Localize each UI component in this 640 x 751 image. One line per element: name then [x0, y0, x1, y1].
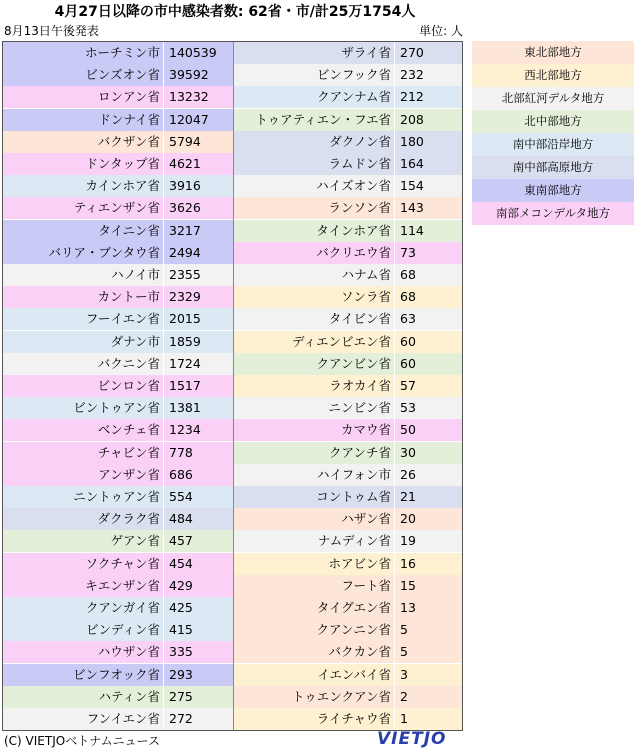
table-row [3, 553, 233, 575]
province-name: ディエンビエン省 [234, 331, 394, 353]
province-name: トゥアティエン・フエ省 [234, 109, 394, 131]
province-name: カマウ省 [234, 419, 394, 441]
case-count: 1517 [163, 375, 233, 397]
province-name: ダクノン省 [234, 131, 394, 153]
table-row [3, 197, 233, 219]
case-count: 2494 [163, 242, 233, 264]
province-name: バクカン省 [234, 641, 394, 663]
table-row [3, 530, 233, 552]
case-count: 1724 [163, 353, 233, 375]
case-count: 212 [394, 86, 462, 108]
province-name: ビンフオック省 [3, 664, 163, 686]
table-row [3, 242, 233, 264]
table-row [3, 131, 233, 153]
province-name: クアンビン省 [234, 353, 394, 375]
table-row [3, 597, 233, 619]
table-row [234, 42, 462, 64]
case-count: 57 [394, 375, 462, 397]
table-row [234, 553, 462, 575]
case-count: 2 [394, 686, 462, 708]
province-name: フーイエン省 [3, 308, 163, 330]
province-name: クアンガイ省 [3, 597, 163, 619]
province-name: バクニン省 [3, 353, 163, 375]
province-name: タイビン省 [234, 308, 394, 330]
case-count: 53 [394, 397, 462, 419]
province-name: ライチャウ省 [234, 708, 394, 730]
province-name: ラオカイ省 [234, 375, 394, 397]
table-row [234, 64, 462, 86]
legend-item-ch: 南中部高原地方 [472, 156, 634, 179]
case-count: 68 [394, 286, 462, 308]
table-row [3, 308, 233, 330]
case-count: 2329 [163, 286, 233, 308]
region-legend [472, 41, 634, 225]
province-name: イエンバイ省 [234, 664, 394, 686]
province-name: ホーチミン市 [3, 42, 163, 64]
table-row [3, 708, 233, 730]
case-count: 484 [163, 508, 233, 530]
province-name: クアンチ省 [234, 442, 394, 464]
province-name: ビンロン省 [3, 375, 163, 397]
province-name: ランソン省 [234, 197, 394, 219]
province-name: ザライ省 [234, 42, 394, 64]
table-row [234, 242, 462, 264]
province-name: ドンタップ省 [3, 153, 163, 175]
table-row [3, 220, 233, 242]
table-row [234, 331, 462, 353]
case-count: 1234 [163, 419, 233, 441]
province-name: ニントゥアン省 [3, 486, 163, 508]
province-name: ソンラ省 [234, 286, 394, 308]
table-row [234, 686, 462, 708]
case-count: 13232 [163, 86, 233, 108]
table-row [234, 131, 462, 153]
case-count: 114 [394, 220, 462, 242]
legend-item-mk: 南部メコンデルタ地方 [472, 202, 634, 225]
province-name: アンザン省 [3, 464, 163, 486]
table-row [234, 375, 462, 397]
province-name: ハナム省 [234, 264, 394, 286]
province-name: ビンズオン省 [3, 64, 163, 86]
table-row [234, 597, 462, 619]
table-row [234, 220, 462, 242]
case-count: 2355 [163, 264, 233, 286]
unit-label: 単位: 人 [419, 24, 463, 38]
table-row [234, 197, 462, 219]
table-row [234, 664, 462, 686]
case-count: 457 [163, 530, 233, 552]
case-count: 554 [163, 486, 233, 508]
table-row [234, 464, 462, 486]
table-row [3, 286, 233, 308]
province-name: ベンチェ省 [3, 419, 163, 441]
case-count: 30 [394, 442, 462, 464]
province-name: コントゥム省 [234, 486, 394, 508]
province-name: バクザン省 [3, 131, 163, 153]
province-name: ビンフック省 [234, 64, 394, 86]
case-count: 4621 [163, 153, 233, 175]
province-name: フンイエン省 [3, 708, 163, 730]
province-name: タイニン省 [3, 220, 163, 242]
province-name: ソクチャン省 [3, 553, 163, 575]
announcement-date: 8月13日午後発表 [4, 24, 99, 38]
page-title: 4月27日以降の市中感染者数: 62省・市/計25万1754人 [54, 4, 416, 20]
table-row [234, 153, 462, 175]
legend-item-ne: 東北部地方 [472, 41, 634, 64]
province-name: タインホア省 [234, 220, 394, 242]
case-count: 63 [394, 308, 462, 330]
table-row [3, 64, 233, 86]
province-name: ビンディン省 [3, 619, 163, 641]
case-count: 154 [394, 175, 462, 197]
table-row [3, 686, 233, 708]
table-row [234, 708, 462, 730]
case-count: 272 [163, 708, 233, 730]
table-row [3, 619, 233, 641]
province-name: カインホア省 [3, 175, 163, 197]
table-row [3, 442, 233, 464]
province-name: ナムディン省 [234, 530, 394, 552]
table-row [3, 153, 233, 175]
case-count: 5 [394, 641, 462, 663]
province-name: ドンナイ省 [3, 109, 163, 131]
case-count: 778 [163, 442, 233, 464]
table-row [234, 264, 462, 286]
province-name: クアンナム省 [234, 86, 394, 108]
table-row [3, 464, 233, 486]
province-name: タイグエン省 [234, 597, 394, 619]
table-row [3, 419, 233, 441]
case-count: 164 [394, 153, 462, 175]
table-row [3, 109, 233, 131]
case-count: 5794 [163, 131, 233, 153]
table-row [234, 353, 462, 375]
province-name: クアンニン省 [234, 619, 394, 641]
legend-item-rr: 北部紅河デルタ地方 [472, 87, 634, 110]
case-count: 39592 [163, 64, 233, 86]
case-count: 208 [394, 109, 462, 131]
case-count: 429 [163, 575, 233, 597]
province-name: ニンビン省 [234, 397, 394, 419]
case-count: 425 [163, 597, 233, 619]
table-row [3, 486, 233, 508]
case-count: 3 [394, 664, 462, 686]
case-count: 73 [394, 242, 462, 264]
case-count: 143 [394, 197, 462, 219]
case-count: 3916 [163, 175, 233, 197]
case-count: 1381 [163, 397, 233, 419]
case-count: 3217 [163, 220, 233, 242]
province-name: バリア・ブンタウ省 [3, 242, 163, 264]
case-count: 686 [163, 464, 233, 486]
case-count: 232 [394, 64, 462, 86]
province-name: カントー市 [3, 286, 163, 308]
table-row [3, 264, 233, 286]
table-row [234, 619, 462, 641]
table-row [234, 175, 462, 197]
case-count: 5 [394, 619, 462, 641]
case-count: 1 [394, 708, 462, 730]
table-row [234, 442, 462, 464]
province-name: ハティン省 [3, 686, 163, 708]
table-row [3, 664, 233, 686]
case-count: 26 [394, 464, 462, 486]
table-row [234, 109, 462, 131]
case-count: 140539 [163, 42, 233, 64]
table-row [234, 641, 462, 663]
province-name: ハノイ市 [3, 264, 163, 286]
table-row [3, 42, 233, 64]
table-row [234, 308, 462, 330]
province-name: ハイフォン市 [234, 464, 394, 486]
province-name: トゥエンクアン省 [234, 686, 394, 708]
case-count: 20 [394, 508, 462, 530]
table-row [3, 397, 233, 419]
case-count: 13 [394, 597, 462, 619]
case-count: 19 [394, 530, 462, 552]
case-count: 50 [394, 419, 462, 441]
province-name: ラムドン省 [234, 153, 394, 175]
table-row [3, 641, 233, 663]
table-row [234, 530, 462, 552]
case-count: 3626 [163, 197, 233, 219]
case-count: 15 [394, 575, 462, 597]
province-name: ハウザン省 [3, 641, 163, 663]
table-row [234, 508, 462, 530]
province-name: キエンザン省 [3, 575, 163, 597]
province-name: チャビン省 [3, 442, 163, 464]
province-name: ダクラク省 [3, 508, 163, 530]
legend-item-nc: 北中部地方 [472, 110, 634, 133]
table-row [234, 419, 462, 441]
table-row [234, 397, 462, 419]
case-count: 1859 [163, 331, 233, 353]
case-count: 21 [394, 486, 462, 508]
table-row [3, 375, 233, 397]
province-name: ハザン省 [234, 508, 394, 530]
copyright-footer: (C) VIETJOベトナムニュース [4, 734, 161, 748]
table-row [3, 353, 233, 375]
province-name: ビントゥアン省 [3, 397, 163, 419]
case-table [2, 41, 463, 731]
table-row [3, 575, 233, 597]
legend-item-nw: 西北部地方 [472, 64, 634, 87]
case-count: 454 [163, 553, 233, 575]
legend-item-scc: 南中部沿岸地方 [472, 133, 634, 156]
province-name: ハイズオン省 [234, 175, 394, 197]
case-count: 12047 [163, 109, 233, 131]
case-count: 335 [163, 641, 233, 663]
province-name: ゲアン省 [3, 530, 163, 552]
table-row [3, 175, 233, 197]
table-row [234, 286, 462, 308]
province-name: フート省 [234, 575, 394, 597]
table-row [3, 86, 233, 108]
case-count: 415 [163, 619, 233, 641]
table-row [234, 486, 462, 508]
case-count: 293 [163, 664, 233, 686]
case-count: 275 [163, 686, 233, 708]
province-name: ロンアン省 [3, 86, 163, 108]
province-name: ホアビン省 [234, 553, 394, 575]
case-count: 60 [394, 331, 462, 353]
case-count: 60 [394, 353, 462, 375]
province-name: ティエンザン省 [3, 197, 163, 219]
case-count: 2015 [163, 308, 233, 330]
table-row [234, 575, 462, 597]
province-name: バクリエウ省 [234, 242, 394, 264]
case-count: 270 [394, 42, 462, 64]
province-name: ダナン市 [3, 331, 163, 353]
table-row [234, 86, 462, 108]
case-count: 68 [394, 264, 462, 286]
case-count: 180 [394, 131, 462, 153]
table-row [3, 331, 233, 353]
table-row [3, 508, 233, 530]
legend-item-se: 東南部地方 [472, 179, 634, 202]
case-count: 16 [394, 553, 462, 575]
vietjo-logo: VIETJO [377, 729, 447, 749]
